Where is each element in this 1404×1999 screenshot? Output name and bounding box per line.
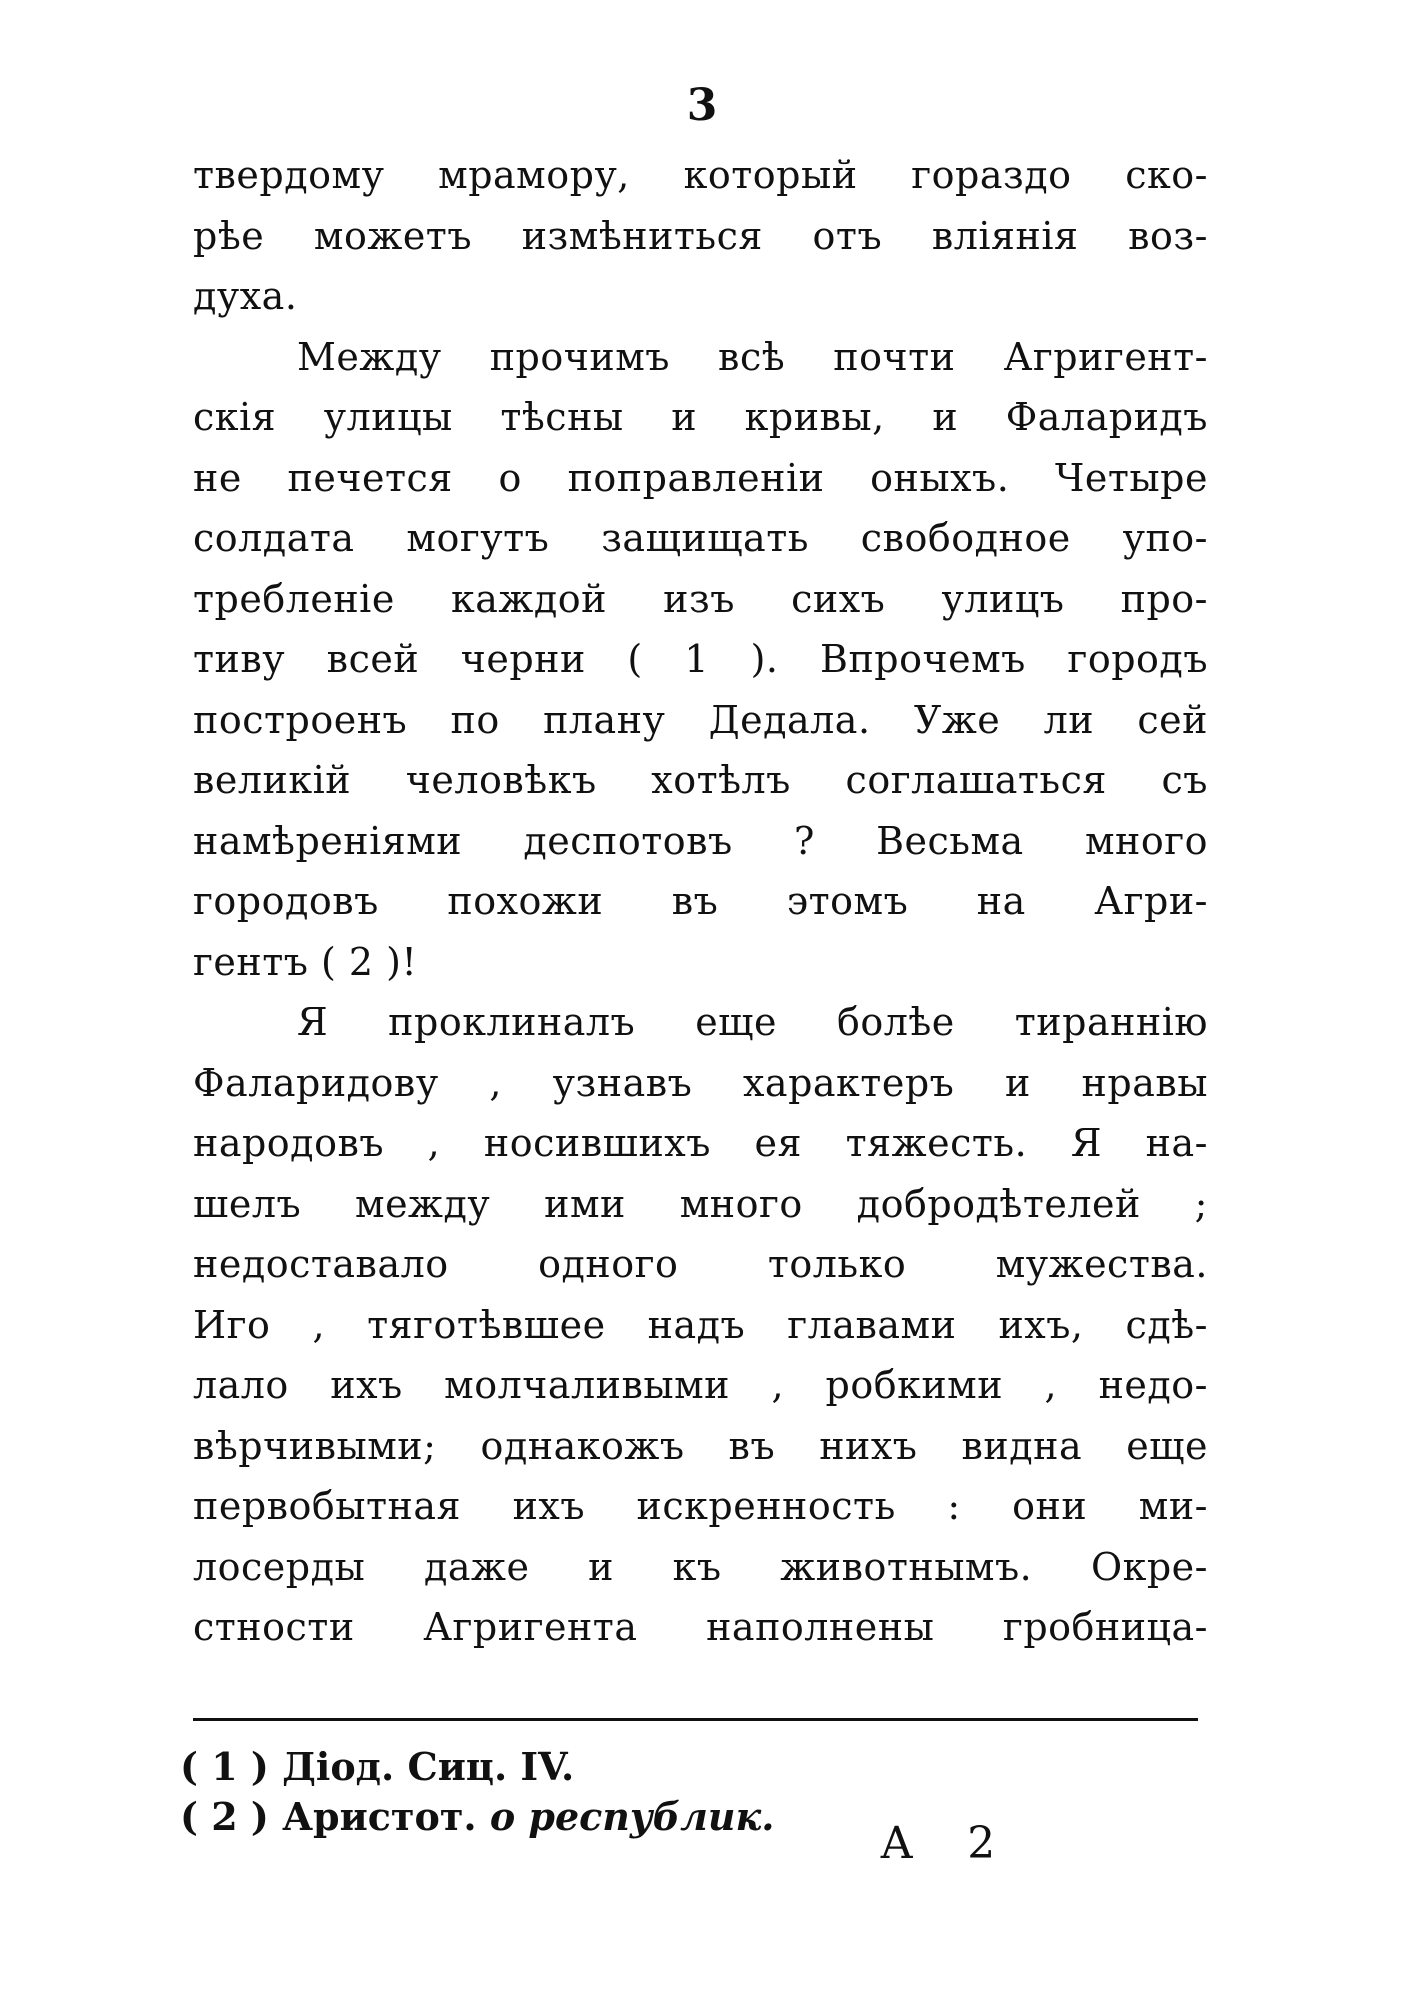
text-line: шелъ между ими много добродѣтелей ; [193, 1181, 1208, 1226]
text-line: лало ихъ молчаливыми , робкими , недо- [193, 1363, 1208, 1407]
text-line: Иго , тяготѣвшее надъ главами ихъ, сдѣ- [193, 1302, 1208, 1347]
text-line: народовъ , носившихъ ея тяжесть. Я на- [193, 1121, 1208, 1165]
text-line: вѣрчивыми; однакожъ въ нихъ видна еще [193, 1423, 1208, 1468]
body-text [193, 145, 1208, 1658]
text-line: намѣреніями деспотовъ ? Весьма много [193, 818, 1208, 863]
page-number: 3 [686, 80, 718, 131]
footnote-text: Діод. Сиц. IV. [282, 1744, 575, 1789]
text-line: скія улицы тѣсны и кривы, и Фаларидъ [193, 395, 1208, 439]
text-line: Я проклиналъ еще болѣе тираннію [297, 1000, 1208, 1044]
text-line: требленіе каждой изъ сихъ улицъ про- [193, 576, 1208, 621]
text-line: построенъ по плану Дедала. Уже ли сей [193, 697, 1208, 742]
text-line: солдата могутъ защищать свободное упо- [193, 516, 1208, 560]
text-line: тиву всей черни ( 1 ). Впрочемъ городъ [193, 637, 1208, 681]
text-line: великій человѣкъ хотѣлъ соглашаться съ [193, 758, 1208, 802]
footnote-marker: ( 1 ) [180, 1744, 269, 1789]
printer-signature-mark: А 2 [880, 1818, 1016, 1869]
footnote-1 [180, 1742, 1200, 1792]
text-line: гентъ ( 2 )! [193, 939, 418, 984]
text-line: Фаларидову , узнавъ характеръ и нравы [193, 1060, 1208, 1105]
footnotes [180, 1742, 1200, 1842]
text-line: Между прочимъ всѣ почти Агригент- [297, 334, 1208, 379]
footnote-divider [193, 1718, 1198, 1721]
text-line: духа. [193, 274, 298, 318]
footnote-text: Аристот. [282, 1794, 477, 1839]
text-line: не печется о поправленіи оныхъ. Четыре [193, 455, 1208, 500]
text-line: лосерды даже и къ животнымъ. Окре- [193, 1544, 1208, 1589]
footnote-2 [180, 1792, 1200, 1842]
text-line: рѣе можетъ измѣниться отъ вліянія воз- [193, 213, 1208, 258]
footnote-work-title: о республик. [489, 1794, 775, 1839]
text-line: стности Агригента наполнены гробница- [193, 1605, 1208, 1649]
text-line: первобытная ихъ искренность : они ми- [193, 1484, 1208, 1528]
text-line: твердому мрамору, который гораздо ско- [193, 153, 1208, 197]
footnote-marker: ( 2 ) [180, 1794, 269, 1839]
text-line: городовъ похожи въ этомъ на Агри- [193, 879, 1208, 923]
text-line: недоставало одного только мужества. [193, 1242, 1208, 1286]
